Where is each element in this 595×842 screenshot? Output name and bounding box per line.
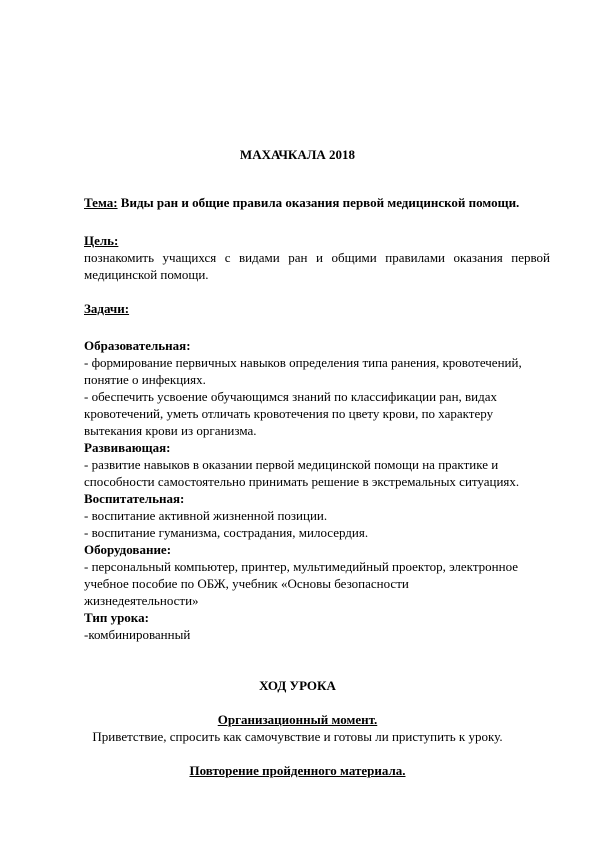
- upbringing-line-2: - воспитание гуманизма, сострадания, милосердия.: [84, 525, 369, 540]
- tasks-label: Задачи:: [84, 301, 130, 316]
- topic-text: Виды ран и общие правила оказания первой медицинской помощи.: [117, 195, 520, 210]
- equipment-line-2: учебное пособие по ОБЖ, учебник «Основы безопасности: [84, 576, 409, 591]
- goal-label: Цель:: [84, 233, 119, 248]
- course-title: ХОД УРОКА: [259, 678, 336, 693]
- lesson-type-label: Тип урока:: [84, 610, 149, 625]
- educational-line-2: понятие о инфекциях.: [84, 372, 206, 387]
- educational-line-1: - формирование первичных навыков определения типа ранения, кровотечений,: [84, 355, 522, 370]
- goal-line-1: познакомить учащихся с видами ран и общими правилами оказания первой: [84, 250, 550, 265]
- topic-label: Тема:: [84, 195, 118, 210]
- educational-line-5: вытекания крови из организма.: [84, 423, 257, 438]
- upbringing-label: Воспитательная:: [84, 491, 185, 506]
- developing-label: Развивающая:: [84, 440, 171, 455]
- equipment-line-1: - персональный компьютер, принтер, мультимедийный проектор, электронное: [84, 559, 519, 574]
- lesson-type-value: -комбинированный: [84, 627, 191, 642]
- goal-line-2: медицинской помощи.: [84, 267, 209, 282]
- developing-line-2: способности самостоятельно принимать решение в экстремальных ситуациях.: [84, 474, 520, 489]
- upbringing-line-1: - воспитание активной жизненной позиции.: [84, 508, 328, 523]
- equipment-label: Оборудование:: [84, 542, 172, 557]
- educational-line-4: кровотечений, уметь отличать кровотечения по цвету крови, по характеру: [84, 406, 494, 421]
- org-moment-label: Организационный момент.: [217, 712, 378, 727]
- developing-line-1: - развитие навыков в оказании первой медицинской помощи на практике и: [84, 457, 499, 472]
- org-moment-text: Приветствие, спросить как самочувствие и готовы ли приступить к уроку.: [92, 729, 503, 744]
- city-year-title: МАХАЧКАЛА 2018: [239, 147, 356, 162]
- equipment-line-3: жизнедеятельности»: [84, 593, 199, 608]
- educational-line-3: - обеспечить усвоение обучающимся знаний по классификации ран, видах: [84, 389, 498, 404]
- review-label: Повторение пройденного материала.: [189, 763, 406, 778]
- topic-line: [84, 195, 550, 210]
- educational-label: Образовательная:: [84, 338, 191, 353]
